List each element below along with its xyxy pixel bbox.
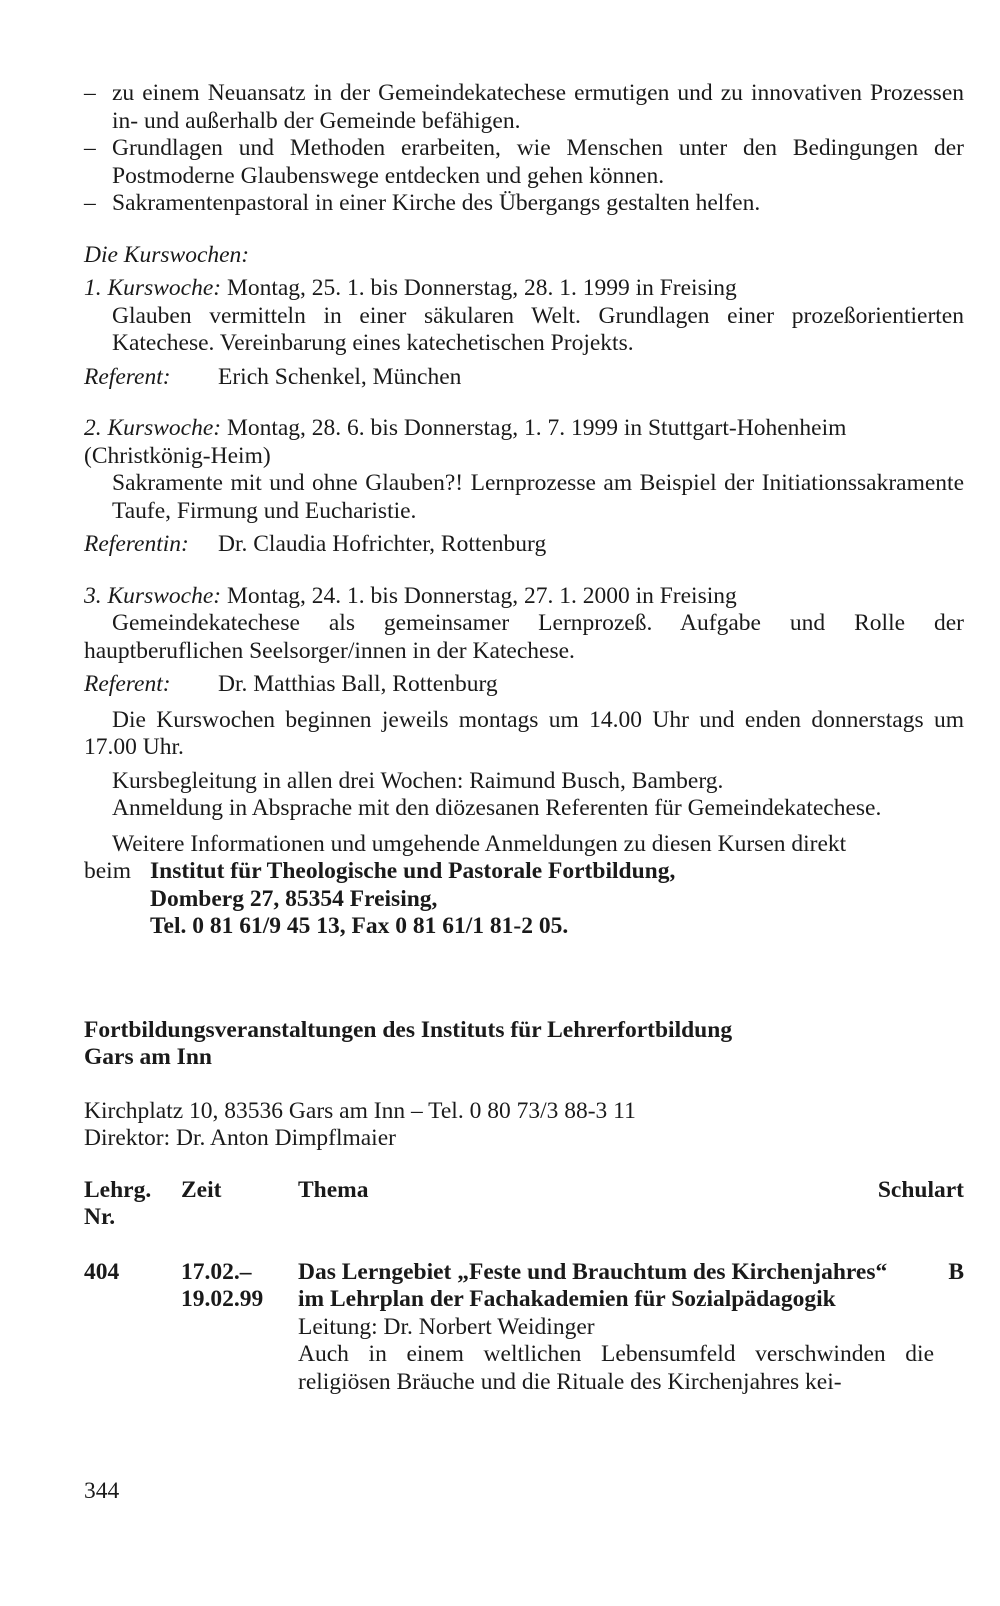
page-number: 344 [84,1478,120,1504]
header-nr-line2: Nr. [84,1204,116,1230]
referent-label: Referent: [84,671,171,697]
course-week-3 [84,583,964,699]
bullet-dash: – [84,190,96,216]
header-zeit: Zeit [181,1176,222,1203]
row-nr: 404 [84,1258,120,1285]
row-schulart: B [948,1258,964,1285]
course-date-line [84,583,964,611]
section-director: Direktor: Dr. Anton Dimpflmaier [84,1125,396,1151]
section-title-line1: Fortbildungsveranstaltungen des Instituts für Lehrerfortbildung [84,1016,733,1043]
kurswochen-heading: Die Kurswochen: [84,241,250,268]
course-number: 1. [84,275,102,301]
referent-label: Referentin: [84,531,189,557]
course-label: Kurswoche: [107,415,222,441]
schedule-paragraph: Die Kurswochen beginnen jeweils montags um 14.00 Uhr und enden donnerstags um 17.00 Uhr. [84,706,964,760]
course-date: Montag, 28. 6. bis Donnerstag, 1. 7. 1999 in Stuttgart-Hohenheim [226,415,847,441]
course-number: 2. [84,415,102,441]
section-lehrerfortbildung [84,1017,964,1153]
table-row [84,1259,964,1449]
course-label: Kurswoche: [107,275,222,301]
referent-name: Dr. Claudia Hofrichter, Rottenburg [218,531,547,557]
course-week-2 [84,415,964,559]
course-description: Glauben vermitteln in einer säkularen Welt. Grundlagen einer prozeßorientierten Katechese. Vereinbarung eines katechetischen Projekts. [112,302,964,356]
header-thema: Thema [298,1176,369,1203]
referent-label: Referent: [84,363,171,390]
note-anmeldung: Anmeldung in Absprache mit den diözesanen Referenten für Gemeindekatechese. [112,795,882,821]
section-title-line2: Gars am Inn [84,1044,212,1070]
course-date: Montag, 25. 1. bis Donnerstag, 28. 1. 1999 in Freising [226,275,737,301]
list-item [84,80,964,135]
header-nr-line1: Lehrg. [84,1176,152,1203]
bullet-dash: – [84,135,96,161]
page-content [84,80,964,1449]
course-description: Sakramente mit und ohne Glauben?! Lernprozesse am Beispiel der Initiationssakramente Taufe, Firmung und Eucharistie. [112,470,964,524]
referent-name: Dr. Matthias Ball, Rottenburg [218,671,498,697]
course-week-1 [84,275,964,391]
row-thema [298,1259,934,1397]
info-paragraph: Weitere Informationen und umgehende Anmeldungen zu diesen Kursen direkt [112,830,847,857]
course-date-line [84,415,964,443]
header-nr [84,1177,180,1232]
section-address: Kirchplatz 10, 83536 Gars am Inn – Tel. 0 80 73/3 88-3 11 [84,1097,636,1124]
course-location-extra: (Christkönig-Heim) [84,442,271,469]
course-label: Kurswoche: [107,582,222,609]
course-referent [84,531,964,559]
row-zeit-end: 19.02.99 [181,1286,264,1312]
list-item [84,135,964,190]
row-title: Das Lerngebiet „Feste und Brauchtum des Kirchenjahres“ im Lehrplan der Fachakademien für Sozialpädagogik [298,1258,888,1312]
contact-institute-line [84,858,964,886]
list-item-text: Sakramentenpastoral in einer Kirche des Übergangs gestalten helfen. [112,190,761,216]
header-schulart: Schulart [877,1176,964,1203]
referent-name: Erich Schenkel, München [218,363,462,390]
course-referent [84,671,964,699]
goals-list [84,80,964,218]
list-item-text: zu einem Neuansatz in der Gemeindekatechese ermutigen und zu innovativen Prozessen in- und außerhalb der Gemeinde befähigen. [112,80,964,134]
contact-prefix: beim [84,858,131,884]
row-description: Auch in einem weltlichen Lebensumfeld verschwinden die religiösen Bräuche und die Rituale des Kirchenjahres kei- [298,1341,934,1395]
row-leitung: Leitung: Dr. Norbert Weidinger [298,1313,595,1340]
row-zeit [181,1259,299,1314]
list-item [84,190,964,218]
bullet-dash: – [84,80,96,106]
contact-institute: Institut für Theologische und Pastorale Fortbildung, [150,858,676,884]
course-date: Montag, 24. 1. bis Donnerstag, 27. 1. 2000 in Freising [226,582,737,609]
course-description: Gemeindekatechese als gemeinsamer Lernprozeß. Aufgabe und Rolle der hauptberuflichen Seelsorger/innen in der Katechese. [84,610,964,664]
course-number: 3. [84,582,102,609]
row-zeit-start: 17.02.– [181,1258,252,1285]
contact-phone: Tel. 0 81 61/9 45 13, Fax 0 81 61/1 81-2 05. [150,913,569,939]
list-item-text: Grundlagen und Methoden erarbeiten, wie Menschen unter den Bedingungen der Postmoderne Glaubenswege entdecken und gehen können. [112,135,964,189]
course-referent [84,364,964,392]
contact-address: Domberg 27, 85354 Freising, [150,885,438,912]
note-kursbegleitung: Kursbegleitung in allen drei Wochen: Raimund Busch, Bamberg. [112,767,724,794]
table-header [84,1177,964,1233]
course-date-line [84,275,964,303]
